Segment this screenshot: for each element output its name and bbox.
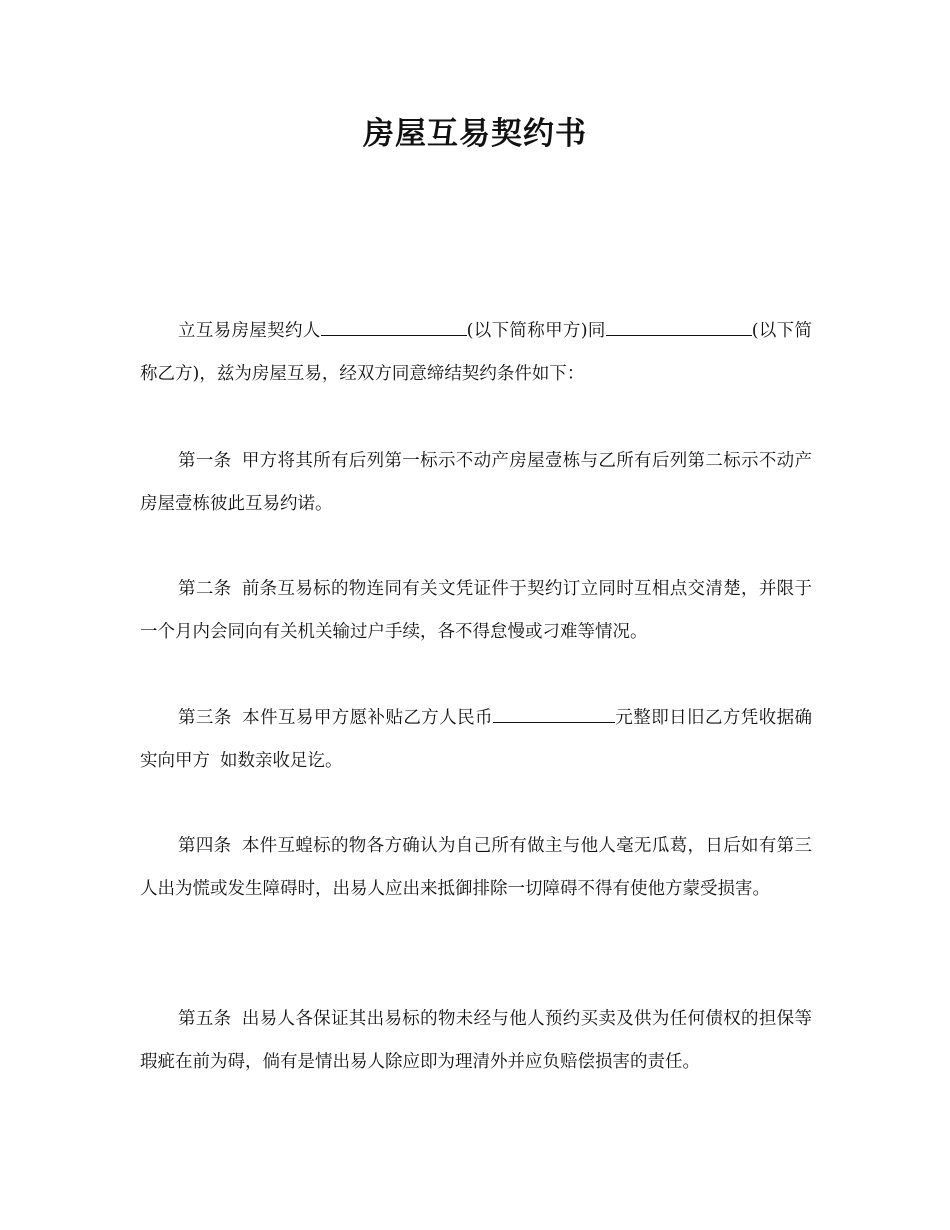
- article-4-paragraph: [140, 825, 812, 911]
- article-4-text: 本件互蝗标的物各方确认为自己所有做主与他人毫无瓜葛，日后如有第三人出为慌或发生障碍时，出易人应出来抵御排除一切障碍不得有使他方蒙受损害。: [140, 836, 813, 899]
- article-3-text-after: 元整即日旧乙方凭收据确实向甲方: [140, 708, 813, 771]
- amount-blank: [493, 704, 615, 723]
- article-2-paragraph: [140, 568, 812, 654]
- article-5-label: 第五条: [178, 1009, 232, 1029]
- article-3-text-before: 本件互易甲方愿补贴乙方人民币: [241, 708, 493, 728]
- article-2-label: 第二条: [178, 579, 232, 599]
- intro-text-2: (以下简称甲方)同: [466, 321, 606, 341]
- intro-text-3: (以下简称乙方)，兹为房屋互易，经双方同意缔结契约条件如下：: [140, 321, 813, 384]
- article-3-label: 第三条: [178, 708, 232, 728]
- intro-paragraph: [140, 310, 812, 396]
- party-a-blank: [321, 317, 467, 336]
- document-title: 房屋互易契约书: [363, 116, 587, 152]
- article-3-text-end: 如数亲收足讫。: [220, 751, 343, 771]
- article-1-label: 第一条: [178, 451, 232, 471]
- article-2-text: 前条互易标的物连同有关文凭证件于契约订立同时互相点交清楚，并限于一个月内会同向有关机关输过户手续，各不得怠慢或刁难等情况。: [140, 579, 813, 642]
- intro-text-1: 立互易房屋契约人: [178, 321, 321, 341]
- party-b-blank: [606, 317, 752, 336]
- article-1-text: 甲方将其所有后列第一标示不动产房屋壹栋与乙所有后列第二标示不动产房屋壹栋彼此互易约诺。: [140, 451, 813, 514]
- article-4-label: 第四条: [178, 836, 232, 856]
- article-3-paragraph: [140, 697, 812, 783]
- article-5-text: 出易人各保证其出易标的物未经与他人预约买卖及供为任何债权的担保等瑕疵在前为碍，倘有是情出易人除应即为理清外并应负赔偿损害的责任。: [140, 1009, 813, 1072]
- article-1-paragraph: [140, 440, 812, 526]
- article-5-paragraph: [140, 998, 812, 1084]
